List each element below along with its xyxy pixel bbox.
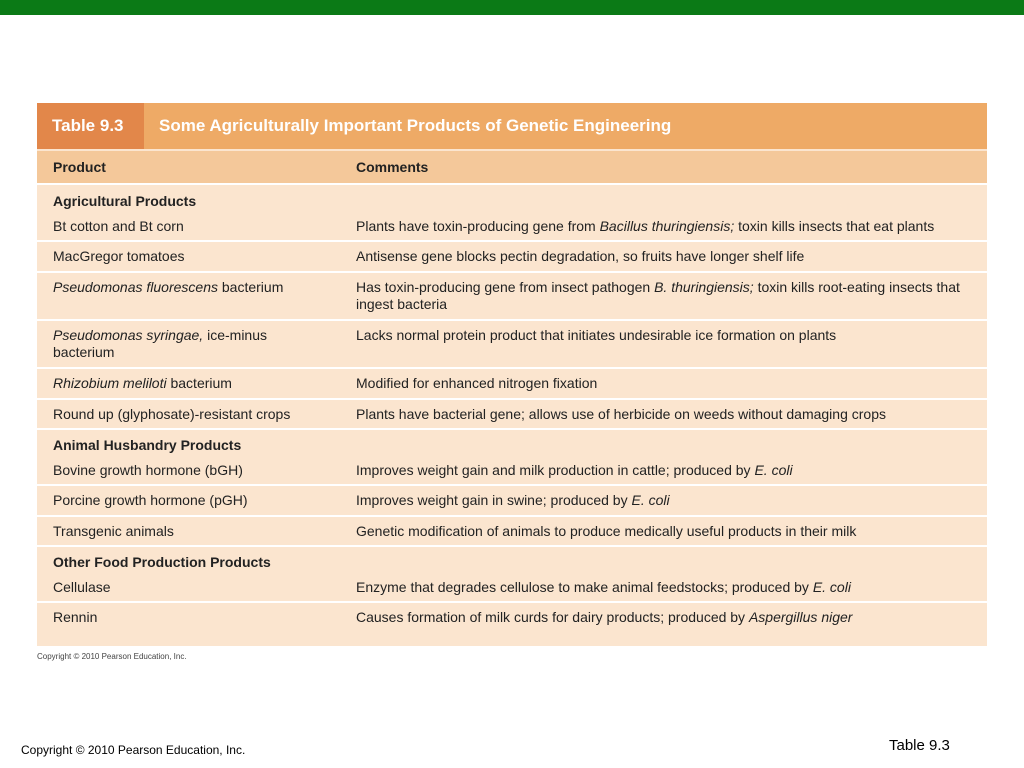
product-cell: MacGregor tomatoes (53, 248, 185, 264)
table-row (37, 428, 987, 484)
table-row (37, 515, 987, 545)
section-title-other: Other Food Production Products (53, 554, 271, 570)
comment-cell: Improves weight gain and milk production in cattle; produced by E. coli (356, 462, 793, 478)
comment-cell: Genetic modification of animals to produce medically useful products in their milk (356, 523, 857, 539)
product-cell: Bovine growth hormone (bGH) (53, 462, 243, 478)
table-row (37, 545, 987, 601)
product-cell: Bt cotton and Bt corn (53, 218, 184, 234)
top-accent-bar (0, 0, 1024, 15)
table-row (37, 367, 987, 398)
comment-cell: Plants have toxin-producing gene from Bacillus thuringiensis; toxin kills insects that eat plants (356, 218, 935, 234)
table-row (37, 398, 987, 428)
table-copyright: Copyright © 2010 Pearson Education, Inc. (37, 652, 187, 661)
comment-cell: Antisense gene blocks pectin degradation, so fruits have longer shelf life (356, 248, 805, 264)
table-title: Some Agriculturally Important Products of Genetic Engineering (159, 116, 672, 135)
comment-cell: Causes formation of milk curds for dairy products; produced by Aspergillus niger (356, 609, 853, 625)
table-row (37, 271, 987, 319)
product-cell: Round up (glyphosate)-resistant crops (53, 406, 291, 422)
header-product: Product (53, 159, 106, 175)
slide-label: Table 9.3 (889, 737, 950, 754)
table-row (37, 484, 987, 515)
slide-copyright: Copyright © 2010 Pearson Education, Inc. (21, 743, 246, 757)
product-cell: Cellulase (53, 579, 111, 595)
product-cell: Pseudomonas syringae, ice-minus bacterium (53, 327, 267, 360)
section-title-animal: Animal Husbandry Products (53, 437, 242, 453)
table-row (37, 319, 987, 367)
table-row (37, 183, 987, 240)
comment-cell: Has toxin-producing gene from insect pathogen B. thuringiensis; toxin kills root-eating insects that ingest bacteria (356, 279, 960, 312)
table-header-row (37, 151, 987, 183)
product-cell: Rhizobium meliloti bacterium (53, 375, 232, 391)
section-title-agricultural: Agricultural Products (53, 193, 197, 209)
product-cell: Porcine growth hormone (pGH) (53, 492, 248, 508)
table-title-band (37, 103, 987, 149)
product-cell: Transgenic animals (53, 523, 174, 539)
comment-cell: Improves weight gain in swine; produced by E. coli (356, 492, 670, 508)
table-card (37, 103, 987, 646)
header-comments: Comments (356, 159, 429, 175)
comment-cell: Enzyme that degrades cellulose to make animal feedstocks; produced by E. coli (356, 579, 851, 595)
product-cell: Rennin (53, 609, 98, 625)
product-cell: Pseudomonas fluorescens bacterium (53, 279, 284, 295)
comment-cell: Lacks normal protein product that initiates undesirable ice formation on plants (356, 327, 837, 343)
table-number: Table 9.3 (37, 103, 144, 149)
table-row (37, 240, 987, 271)
table-row (37, 601, 987, 646)
comment-cell: Plants have bacterial gene; allows use of herbicide on weeds without damaging crops (356, 406, 886, 422)
comment-cell: Modified for enhanced nitrogen fixation (356, 375, 598, 391)
